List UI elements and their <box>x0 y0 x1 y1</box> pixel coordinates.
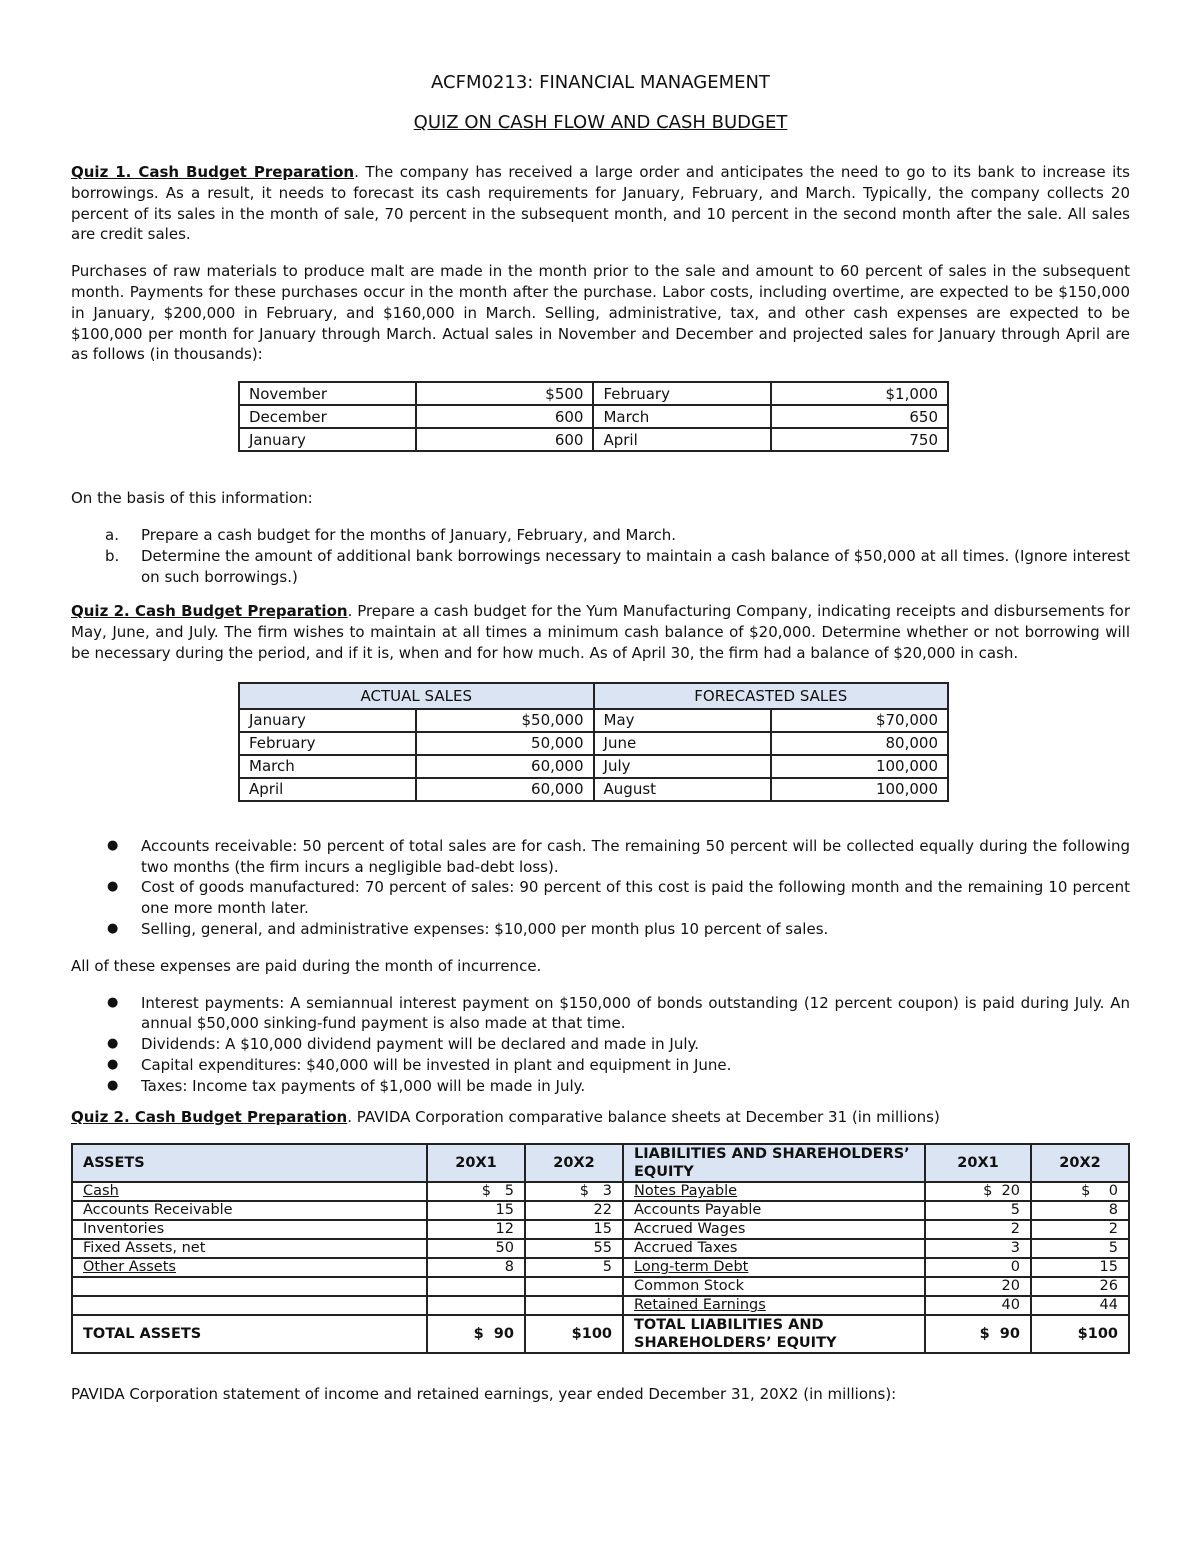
table-cell: July <box>594 755 771 778</box>
bullet-icon: ● <box>107 837 119 853</box>
column-header-20x2: 20X2 <box>525 1144 623 1182</box>
table-cell: $1,000 <box>771 382 948 405</box>
table-cell: Other Assets <box>72 1258 427 1277</box>
table-cell: 5 <box>1031 1239 1129 1258</box>
table-cell: 80,000 <box>771 732 948 755</box>
table-cell: 2 <box>925 1220 1031 1239</box>
table-cell: December <box>239 405 416 428</box>
table-cell: 650 <box>771 405 948 428</box>
column-header-20x1: 20X1 <box>925 1144 1031 1182</box>
table-cell <box>72 1277 427 1296</box>
table-cell: Retained Earnings <box>623 1296 925 1315</box>
column-header-actual-sales: ACTUAL SALES <box>239 683 594 709</box>
table-cell: $ 3 <box>525 1182 623 1201</box>
table-row <box>72 1201 1129 1220</box>
table-cell: Common Stock <box>623 1277 925 1296</box>
column-header-20x2: 20X2 <box>1031 1144 1129 1182</box>
bullet-icon: ● <box>107 1056 119 1072</box>
table-cell: Inventories <box>72 1220 427 1239</box>
list-item-text: Prepare a cash budget for the months of January, February, and March. <box>141 525 676 544</box>
table-row <box>72 1239 1129 1258</box>
quiz1-task-list <box>71 525 1130 587</box>
table-cell: $50,000 <box>416 709 593 732</box>
list-marker: b. <box>105 546 120 565</box>
document-page <box>71 70 1130 1405</box>
table-cell: 0 <box>925 1258 1031 1277</box>
table-row <box>239 405 948 428</box>
table-cell: 20 <box>925 1277 1031 1296</box>
table-row <box>72 1220 1129 1239</box>
list-item-text: Selling, general, and administrative expenses: $10,000 per month plus 10 percent of sales. <box>141 919 829 938</box>
list-item <box>71 525 1130 546</box>
table-cell: 50 <box>427 1239 525 1258</box>
table-cell: 50,000 <box>416 732 593 755</box>
column-header-assets: ASSETS <box>72 1144 427 1182</box>
balance-sheet-table <box>71 1143 1130 1354</box>
table-cell <box>525 1277 623 1296</box>
quiz1-intro-text: . The company has received a large order and anticipates the need to go to its bank to increase its borrowings. As a result, it needs to forecast its cash requirements for January, February, and March. Typically, the company collects 20 percent of its sales in the month of sale, 70 percent in the subsequent month, and 10 percent in the second month after the sale. All sales are credit sales. <box>71 163 1130 244</box>
table-row <box>239 732 948 755</box>
table-cell: 2 <box>1031 1220 1129 1239</box>
table-cell <box>427 1277 525 1296</box>
table-cell: 15 <box>1031 1258 1129 1277</box>
table-cell: 8 <box>1031 1201 1129 1220</box>
table-cell: 100,000 <box>771 755 948 778</box>
total-assets-20x1: $ 90 <box>427 1315 525 1353</box>
table-cell: April <box>239 778 416 801</box>
table-cell: 8 <box>427 1258 525 1277</box>
table-cell: $70,000 <box>771 709 948 732</box>
table-cell: Accounts Receivable <box>72 1201 427 1220</box>
total-liabilities-label: TOTAL LIABILITIES AND SHAREHOLDERS’ EQUITY <box>623 1315 925 1353</box>
table-cell: 100,000 <box>771 778 948 801</box>
table-cell: January <box>239 709 416 732</box>
table-row <box>72 1277 1129 1296</box>
list-item-text: Taxes: Income tax payments of $1,000 will be made in July. <box>141 1076 586 1095</box>
table-cell: March <box>593 405 770 428</box>
table-cell: April <box>593 428 770 451</box>
quiz2-sales-table <box>238 682 949 802</box>
list-marker: a. <box>105 525 119 544</box>
table-cell: February <box>239 732 416 755</box>
table-row <box>239 382 948 405</box>
bullet-icon: ● <box>107 1036 119 1052</box>
table-cell: January <box>239 428 416 451</box>
table-header-row <box>72 1144 1129 1182</box>
column-header-20x1: 20X1 <box>427 1144 525 1182</box>
list-item <box>71 1034 1130 1055</box>
table-cell: 12 <box>427 1220 525 1239</box>
list-item <box>71 919 1130 940</box>
table-row <box>239 778 948 801</box>
income-statement-caption: PAVIDA Corporation statement of income and retained earnings, year ended December 31, 20X2 (in millions): <box>71 1385 897 1404</box>
bullet-icon: ● <box>107 994 119 1010</box>
list-item <box>71 1076 1130 1097</box>
table-cell: November <box>239 382 416 405</box>
table-cell: Accrued Taxes <box>623 1239 925 1258</box>
quiz1-sales-table <box>238 381 949 452</box>
list-item-text: Interest payments: A semiannual interest payment on $150,000 of bonds outstanding (12 percent coupon) is paid during July. An annual $50,000 sinking-fund payment is also made at that time. <box>141 993 1130 1033</box>
list-item-text: Accounts receivable: 50 percent of total sales are for cash. The remaining 50 percent will be collected equally during the following two months (the firm incurs a negligible bad-debt loss). <box>141 836 1130 876</box>
quiz3-intro-text: . PAVIDA Corporation comparative balance sheets at December 31 (in millions) <box>347 1107 940 1126</box>
table-cell: 600 <box>416 405 593 428</box>
bullet-icon: ● <box>107 1077 119 1093</box>
table-cell: $ 5 <box>427 1182 525 1201</box>
table-cell: $500 <box>416 382 593 405</box>
table-cell: Notes Payable <box>623 1182 925 1201</box>
table-cell: 26 <box>1031 1277 1129 1296</box>
table-cell: 750 <box>771 428 948 451</box>
list-item-text: Capital expenditures: $40,000 will be invested in plant and equipment in June. <box>141 1055 732 1074</box>
quiz1-intro <box>71 162 1130 245</box>
list-item <box>71 877 1130 919</box>
quiz2-heading: Quiz 2. Cash Budget Preparation <box>71 602 348 621</box>
quiz3-heading: Quiz 2. Cash Budget Preparation <box>71 1107 348 1126</box>
table-cell: Accrued Wages <box>623 1220 925 1239</box>
quiz1-paragraph-2: Purchases of raw materials to produce malt are made in the month prior to the sale and amount to 60 percent of sales in the subsequent month. Payments for these purchases occur in the month after the purchase. Labor costs, including overtime, are expected to be $150,000 in January, $200,000 in February, and $160,000 in March. Selling, administrative, tax, and other cash expenses are expected to be $100,000 per month for January through March. Actual sales in November and December and projected sales for January through April are as follows (in thousands): <box>71 262 1130 364</box>
quiz2-bullet-list-2 <box>71 993 1130 1097</box>
table-cell: $ 20 <box>925 1182 1031 1201</box>
table-row <box>239 709 948 732</box>
table-row <box>72 1182 1129 1201</box>
total-liabilities-20x1: $ 90 <box>925 1315 1031 1353</box>
table-cell: 60,000 <box>416 755 593 778</box>
table-cell: February <box>593 382 770 405</box>
table-row <box>239 755 948 778</box>
bullet-icon: ● <box>107 879 119 895</box>
table-cell: 15 <box>525 1220 623 1239</box>
list-item <box>71 836 1130 878</box>
table-cell: Cash <box>72 1182 427 1201</box>
quiz2-expenses-note: All of these expenses are paid during the month of incurrence. <box>71 956 542 975</box>
table-header-row <box>239 683 948 709</box>
table-cell: $ 0 <box>1031 1182 1129 1201</box>
quiz2-bullet-list-1 <box>71 836 1130 940</box>
table-cell: Long-term Debt <box>623 1258 925 1277</box>
quiz2-intro <box>71 601 1130 663</box>
quiz1-basis: On the basis of this information: <box>71 489 313 508</box>
table-cell: 15 <box>427 1201 525 1220</box>
table-cell: Fixed Assets, net <box>72 1239 427 1258</box>
table-cell: 22 <box>525 1201 623 1220</box>
list-item-text: Cost of goods manufactured: 70 percent of sales: 90 percent of this cost is paid the following month and the remaining 10 percent one more month later. <box>141 878 1130 918</box>
table-cell: 600 <box>416 428 593 451</box>
quiz3-intro <box>71 1107 1130 1128</box>
list-item <box>71 993 1130 1035</box>
list-item <box>71 1055 1130 1076</box>
total-liabilities-20x2: $100 <box>1031 1315 1129 1353</box>
table-cell: March <box>239 755 416 778</box>
table-total-row <box>72 1315 1129 1353</box>
table-cell: May <box>594 709 771 732</box>
table-row <box>239 428 948 451</box>
quiz2-intro-text: . Prepare a cash budget for the Yum Manufacturing Company, indicating receipts and disbursements for May, June, and July. The firm wishes to maintain at all times a minimum cash balance of $20,000. Determine whether or not borrowing will be necessary during the period, and if it is, when and for how much. As of April 30, the firm had a balance of $20,000 in cash. <box>71 602 1130 662</box>
table-cell: 40 <box>925 1296 1031 1315</box>
document-subtitle: QUIZ ON CASH FLOW AND CASH BUDGET <box>413 112 788 133</box>
table-cell: 55 <box>525 1239 623 1258</box>
column-header-liabilities: LIABILITIES AND SHAREHOLDERS’ EQUITY <box>623 1144 925 1182</box>
list-item-text: Dividends: A $10,000 dividend payment will be declared and made in July. <box>141 1035 699 1054</box>
table-row <box>72 1258 1129 1277</box>
table-cell: 60,000 <box>416 778 593 801</box>
quiz1-heading: Quiz 1. Cash Budget Preparation <box>71 163 355 181</box>
column-header-forecasted-sales: FORECASTED SALES <box>594 683 948 709</box>
table-cell: August <box>594 778 771 801</box>
table-cell <box>525 1296 623 1315</box>
table-cell: 5 <box>525 1258 623 1277</box>
table-cell: Accounts Payable <box>623 1201 925 1220</box>
total-assets-label: TOTAL ASSETS <box>72 1315 427 1353</box>
table-cell <box>72 1296 427 1315</box>
table-cell: 3 <box>925 1239 1031 1258</box>
table-row <box>72 1296 1129 1315</box>
table-cell <box>427 1296 525 1315</box>
list-item-text: Determine the amount of additional bank borrowings necessary to maintain a cash balance of $50,000 at all times. (Ignore interest on such borrowings.) <box>141 546 1130 586</box>
table-cell: 44 <box>1031 1296 1129 1315</box>
document-title: ACFM0213: FINANCIAL MANAGEMENT <box>431 72 770 93</box>
table-cell: 5 <box>925 1201 1031 1220</box>
bullet-icon: ● <box>107 920 119 936</box>
list-item <box>71 546 1130 588</box>
total-assets-20x2: $100 <box>525 1315 623 1353</box>
table-cell: June <box>594 732 771 755</box>
